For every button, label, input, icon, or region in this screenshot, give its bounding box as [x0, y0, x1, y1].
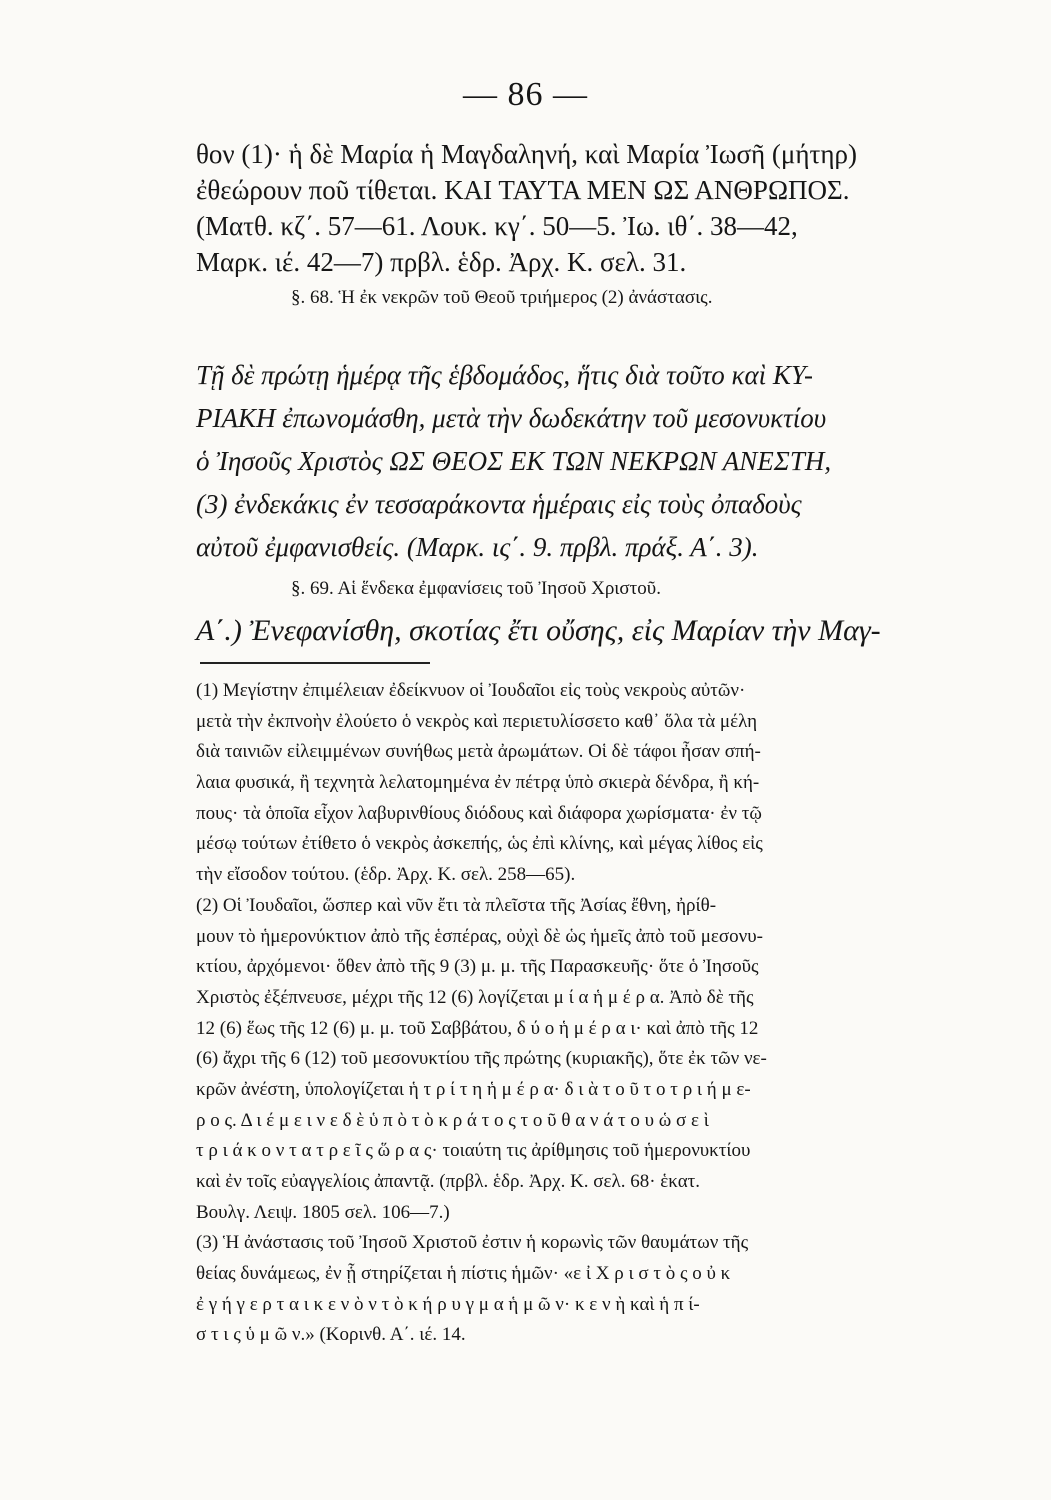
footnote-line: (6) ἄχρι τῆς 6 (12) τοῦ μεσονυκτίου τῆς πρώτης (κυριακῆς), ὅτε ἐκ τῶν νε- [196, 1048, 767, 1070]
text-line: (Ματθ. κζ΄. 57—61. Λουκ. κγ΄. 50—5. Ἰω. ιθ΄. 38—42, [196, 211, 798, 241]
text-line: θον (1)· ἡ δὲ Μαρία ἡ Μαγδαληνή, καὶ Μαρία Ἰωσῆ (μήτηρ) [196, 139, 857, 169]
text-line: ΡΙΑΚΗ ἐπωνομάσθη, μετὰ τὴν δωδεκάτην τοῦ μεσονυκτίου [196, 403, 827, 433]
footnote-line: ἐ γ ή γ ε ρ τ α ι κ ε ν ὸ ν τ ὸ κ ή ρ υ γ μ α ἡ μ ῶ ν· κ ε ν ὴ καὶ ἡ π ί- [196, 1293, 700, 1315]
footnote-line: διὰ ταινιῶν εἰλειμμένων συνήθως μετὰ ἀρωμάτων. Οἱ δὲ τάφοι ἦσαν σπή- [196, 741, 761, 763]
footnote-line: σ τ ι ς ὑ μ ῶ ν.» (Κορινθ. Α΄. ιέ. 14. [196, 1324, 466, 1346]
footnote-line: Βουλγ. Λειψ. 1805 σελ. 106—7.) [196, 1201, 450, 1223]
footnote-line: (1) Μεγίστην ἐπιμέλειαν ἐδείκνυον οἱ Ἰουδαῖοι εἰς τοὺς νεκροὺς αὐτῶν· [196, 680, 746, 701]
footnote-line: μετὰ τὴν ἐκπνοὴν ἐλούετο ὁ νεκρὸς καὶ περιετυλίσσετο καθ᾽ ὅλα τὰ μέλη [196, 710, 758, 732]
text-line: ὁ Ἰησοῦς Χριστὸς ΩΣ ΘΕΟΣ ΕΚ ΤΩΝ ΝΕΚΡΩΝ ΑΝΕΣΤΗ, [196, 446, 832, 476]
footnotes [196, 676, 976, 1351]
footnote-line: μουν τὸ ἡμερονύκτιον ἀπὸ τῆς ἑσπέρας, οὐχὶ δὲ ὡς ἡμεῖς ἀπὸ τοῦ μεσονυ- [196, 925, 763, 947]
footnote-line: 12 (6) ἕως τῆς 12 (6) μ. μ. τοῦ Σαββάτου, δ ύ ο ἡ μ έ ρ α ι· καὶ ἀπὸ τῆς 12 [196, 1017, 759, 1039]
main-text-top [196, 136, 976, 316]
text-line: (3) ἐνδεκάκις ἐν τεσσαράκοντα ἡμέραις εἰς τοὺς ὀπαδοὺς [196, 489, 802, 519]
section-heading-69: §. 69. Αἱ ἕνδεκα ἐμφανίσεις τοῦ Ἰησοῦ Χριστοῦ. [291, 578, 661, 599]
text-line: Μαρκ. ιέ. 42—7) πρβλ. ἑδρ. Ἀρχ. Κ. σελ. 31. [196, 247, 687, 277]
footnote-line: θείας δυνάμεως, ἐν ᾗ στηρίζεται ἡ πίστις ἡμῶν· «ε ἰ Χ ρ ι σ τ ὸ ς ο ὐ κ [196, 1263, 731, 1285]
footnote-line: καὶ ἐν τοῖς εὐαγγελίοις ἀπαντᾷ. (πρβλ. ἑδρ. Ἀρχ. Κ. σελ. 68· ἑκατ. [196, 1171, 701, 1192]
footnote-line: πους· τὰ ὁποῖα εἶχον λαβυρινθίους διόδους καὶ διάφορα χωρίσματα· ἐν τῷ [196, 802, 762, 824]
footnote-line: ρ ο ς. Δ ι έ μ ε ι ν ε δ ὲ ὑ π ὸ τ ὸ κ ρ ά τ ο ς τ ο ῦ θ α ν ά τ ο υ ὡ σ ε ὶ [196, 1109, 709, 1131]
footnote-line: (2) Οἱ Ἰουδαῖοι, ὥσπερ καὶ νῦν ἔτι τὰ πλεῖστα τῆς Ἀσίας ἔθνη, ἠρίθ- [196, 894, 717, 916]
page-number: — 86 — [463, 76, 588, 113]
footnote-line: τὴν εἴσοδον τούτου. (ἑδρ. Ἀρχ. Κ. σελ. 258—65). [196, 864, 576, 886]
text-line: αὐτοῦ ἐμφανισθείς. (Μαρκ. ις΄. 9. πρβλ. πράξ. Α΄. 3). [196, 532, 759, 562]
footnote-divider [200, 662, 430, 664]
footnote-line: Χριστὸς ἐξέπνευσε, μέχρι τῆς 12 (6) λογίζεται μ ί α ἡ μ έ ρ α. Ἀπὸ δὲ τῆς [196, 986, 754, 1008]
text-line: Τῇ δὲ πρώτῃ ἡμέρᾳ τῆς ἑβδομάδος, ἥτις διὰ τοῦτο καὶ ΚΥ- [196, 360, 813, 390]
main-text-paragraph [196, 354, 976, 653]
footnote-line: κτίου, ἀρχόμενοι· ὅθεν ἀπὸ τῆς 9 (3) μ. μ. τῆς Παρασκευῆς· ὅτε ὁ Ἰησοῦς [196, 956, 759, 978]
footnote-line: τ ρ ι ά κ ο ν τ α τ ρ ε ῖ ς ὥ ρ α ς· τοιαύτη τις ἀρίθμησις τοῦ ἡμερονυκτίου [196, 1140, 751, 1162]
text-line: ἐθεώρουν ποῦ τίθεται. ΚΑΙ ΤΑΥΤΑ ΜΕΝ ΩΣ ΑΝΘΡΩΠΟΣ. [196, 175, 850, 205]
footnote-line: λαια φυσικά, ἢ τεχνητὰ λελατομημένα ἐν πέτρᾳ ὑπὸ σκιερὰ δένδρα, ἢ κή- [196, 772, 760, 794]
section-heading-68: §. 68. Ἡ ἐκ νεκρῶν τοῦ Θεοῦ τριήμερος (2) ἀνάστασις. [291, 287, 713, 308]
footnote-line: κρῶν ἀνέστη, ὑπολογίζεται ἡ τ ρ ί τ η ἡ μ έ ρ α· δ ι ὰ τ ο ῦ τ ο τ ρ ι ή μ ε- [196, 1078, 751, 1100]
footnote-line: μέσῳ τούτων ἐτίθετο ὁ νεκρὸς ἀσκεπής, ὡς ἐπὶ κλίνης, καὶ μέγας λίθος εἰς [196, 833, 763, 855]
text-line: Α΄.) Ἐνεφανίσθη, σκοτίας ἔτι οὔσης, εἰς Μαρίαν τὴν Μαγ- [196, 614, 881, 647]
footnote-line: (3) Ἡ ἀνάστασις τοῦ Ἰησοῦ Χριστοῦ ἐστιν ἡ κορωνὶς τῶν θαυμάτων τῆς [196, 1232, 749, 1254]
